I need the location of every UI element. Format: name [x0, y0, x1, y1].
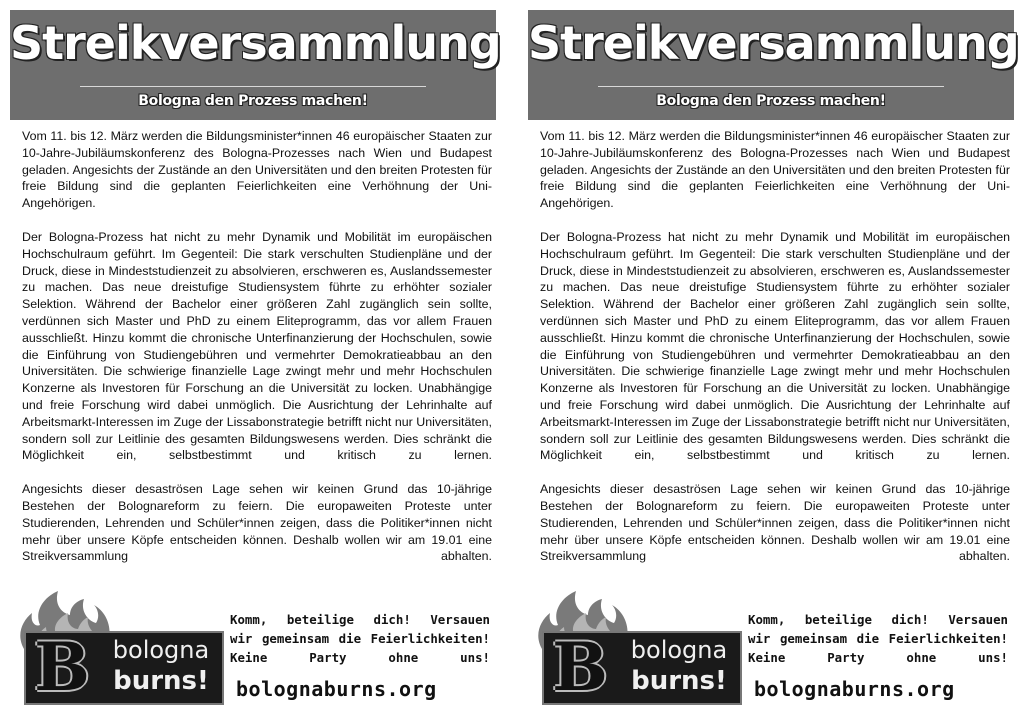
flyer-subtitle: Bologna den Prozess machen! [138, 93, 368, 109]
call-to-action [230, 610, 490, 667]
body-paragraph: Vom 11. bis 12. März werden die Bildungsminister*innen 46 europäischer Staaten zur 10-Jahre-Jubiläumskonferenz des Bologna-Prozesses nach Wien und Budapest geladen. Angesichts der Zustände an den Universitäten und den breiten Protesten für freie Bildung sind die geplanten Feierlichkeiten eine Verhöhnung der Uni-Angehörigen. [540, 129, 1010, 211]
logo-word-bologna: bologna [112, 636, 210, 664]
flyer-title: Streikversammlung [10, 16, 501, 70]
body-paragraph: Angesichts dieser desaströsen Lage sehen wir keinen Grund das 10-jährige Bestehen der Bolognareform zu feiern. Die europaweiten Proteste unter Studierenden, Lehrenden und Schüler*innen zeigen, dass die Politiker*innen nicht mehr über unsere Köpfe entscheiden können. Deshalb wollen wir am 19.01 eine Streikversammlung abhalten. [540, 482, 1010, 564]
title-banner [10, 10, 501, 120]
cta-line: Keine Party ohne uns! [748, 650, 1008, 665]
cta-line: Keine Party ohne uns! [230, 650, 490, 665]
body-paragraph: Der Bologna-Prozess hat nicht zu mehr Dynamik und Mobilität im europäischen Hochschulraum geführt. Im Gegenteil: Die stark verschulten Studienpläne und der Druck, diese in Mindeststudienzeit zu absolvieren, erschweren es, Auslandssemester zu machen. Das neue dreistufige Studiensystem führte zu erhöhter sozialer Selektion. Während der Bachelor einer größeren Zahl zugänglich sein sollte, verdünnen sich Master und PhD zu einem Eliteprogramm, das vor allem Frauen ausschließt. Hinzu kommt die chronische Unterfinanzierung der Hochschulen, sowie die Einführung von Studiengebühren und vermehrter Demokratieabbau an den Universitäten. Die schwierige finanzielle Lage zwingt mehr und mehr Hochschulen Konzerne als Investoren für Forschung an die Universität zu locken. Unabhängige und freie Forschung wird dabei unmöglich. Die Ausrichtung der Lehrinhalte auf Arbeitsmarkt-Interessen im Zuge der Lissabonstrategie betrifft nicht nur Universitäten, sondern soll zur Leitlinie des gesamten Bildungswesens werden. Dies schränkt die Möglichkeit ein, selbstbestimmt und kritisch zu lernen. [540, 229, 1010, 463]
title-banner [528, 10, 1019, 120]
logo-word-burns: burns! [113, 666, 209, 696]
flyer-body [22, 128, 492, 565]
cta-line: wir gemeinsam die Feierlichkeiten! [230, 631, 490, 646]
call-to-action [748, 610, 1008, 667]
body-paragraph: Angesichts dieser desaströsen Lage sehen wir keinen Grund das 10-jährige Bestehen der Bolognareform zu feiern. Die europaweiten Proteste unter Studierenden, Lehrenden und Schüler*innen zeigen, dass die Politiker*innen nicht mehr über unsere Köpfe entscheiden können. Deshalb wollen wir am 19.01 eine Streikversammlung abhalten. [22, 482, 492, 564]
website-link[interactable]: bolognaburns.org [236, 677, 437, 701]
flyer-title: Streikversammlung [528, 16, 1019, 70]
website-link[interactable]: bolognaburns.org [754, 677, 955, 701]
flyer-right [528, 10, 1019, 722]
banner-divider [80, 86, 426, 87]
logo-letter: B [552, 628, 608, 706]
cta-line: wir gemeinsam die Feierlichkeiten! [748, 631, 1008, 646]
logo-word-burns: burns! [631, 666, 727, 696]
cta-line: Komm, beteilige dich! Versauen [230, 612, 490, 627]
banner-divider [598, 86, 944, 87]
flyer-left [10, 10, 501, 722]
flyer-body [540, 128, 1010, 565]
body-paragraph: Vom 11. bis 12. März werden die Bildungsminister*innen 46 europäischer Staaten zur 10-Jahre-Jubiläumskonferenz des Bologna-Prozesses nach Wien und Budapest geladen. Angesichts der Zustände an den Universitäten und den breiten Protesten für freie Bildung sind die geplanten Feierlichkeiten eine Verhöhnung der Uni-Angehörigen. [22, 129, 492, 211]
logo-word-bologna: bologna [630, 636, 728, 664]
bologna-burns-logo [532, 587, 744, 709]
bologna-burns-logo [14, 587, 226, 709]
flyer-subtitle: Bologna den Prozess machen! [656, 93, 886, 109]
logo-letter: B [34, 628, 90, 706]
body-paragraph: Der Bologna-Prozess hat nicht zu mehr Dynamik und Mobilität im europäischen Hochschulraum geführt. Im Gegenteil: Die stark verschulten Studienpläne und der Druck, diese in Mindeststudienzeit zu absolvieren, erschweren es, Auslandssemester zu machen. Das neue dreistufige Studiensystem führte zu erhöhter sozialer Selektion. Während der Bachelor einer größeren Zahl zugänglich sein sollte, verdünnen sich Master und PhD zu einem Eliteprogramm, das vor allem Frauen ausschließt. Hinzu kommt die chronische Unterfinanzierung der Hochschulen, sowie die Einführung von Studiengebühren und vermehrter Demokratieabbau an den Universitäten. Die schwierige finanzielle Lage zwingt mehr und mehr Hochschulen Konzerne als Investoren für Forschung an die Universität zu locken. Unabhängige und freie Forschung wird dabei unmöglich. Die Ausrichtung der Lehrinhalte auf Arbeitsmarkt-Interessen im Zuge der Lissabonstrategie betrifft nicht nur Universitäten, sondern soll zur Leitlinie des gesamten Bildungswesens werden. Dies schränkt die Möglichkeit ein, selbstbestimmt und kritisch zu lernen. [22, 229, 492, 463]
cta-line: Komm, beteilige dich! Versauen [748, 612, 1008, 627]
